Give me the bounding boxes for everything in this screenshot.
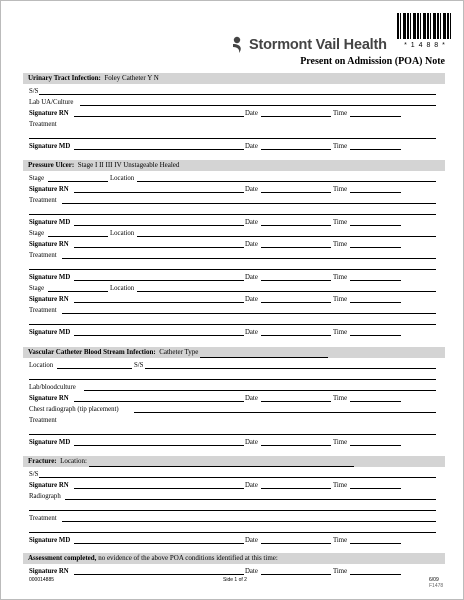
catheter-type-field[interactable]: [200, 351, 328, 358]
location-field[interactable]: [137, 229, 436, 237]
time-label: Time: [333, 395, 348, 402]
treatment-row: [29, 416, 438, 426]
chest-radiograph-row: [29, 405, 438, 415]
time-label: Time: [333, 568, 348, 575]
ss-field[interactable]: [39, 87, 436, 95]
treatment-label: Treatment: [29, 307, 57, 314]
section-header-fracture: [23, 456, 445, 467]
location-label: Location: [110, 230, 135, 237]
time-label: Time: [333, 186, 348, 193]
stage-label: Stage: [29, 175, 45, 182]
treatment-row: [29, 251, 438, 261]
stage-location-row: [29, 229, 438, 239]
signature-rn-row: [29, 481, 438, 491]
signature-rn-row: [29, 185, 438, 195]
brand-name: Stormont Vail Health: [249, 37, 387, 53]
location-label: Location:: [60, 457, 87, 465]
stormont-vail-logo-icon: [231, 36, 245, 54]
signature-rn-label: Signature RN: [29, 568, 69, 575]
radiograph-row: [29, 492, 438, 502]
date-field[interactable]: [261, 328, 331, 336]
treatment-field[interactable]: [62, 251, 436, 259]
time-label: Time: [333, 219, 348, 226]
signature-rn-row: [29, 109, 438, 119]
treatment-line-row: [29, 525, 438, 535]
date-label: Date: [245, 143, 258, 150]
section-header-uti: [23, 73, 445, 84]
time-label: Time: [333, 274, 348, 281]
signature-md-row: [29, 273, 438, 283]
section-title: Vascular Catheter Blood Stream Infection:: [28, 348, 156, 356]
date-field[interactable]: [261, 295, 331, 303]
date-label: Date: [245, 482, 258, 489]
date-label: Date: [245, 568, 258, 575]
treatment-line-row: [29, 131, 438, 141]
section-title: Urinary Tract Infection:: [28, 74, 101, 82]
signature-rn-row: [29, 567, 438, 577]
stage-label: Stage: [29, 285, 45, 292]
treatment-label: Treatment: [29, 417, 57, 424]
signature-md-label: Signature MD: [29, 219, 71, 226]
date-field[interactable]: [261, 109, 331, 117]
signature-md-field[interactable]: [74, 142, 244, 150]
treatment-label: Treatment: [29, 252, 57, 259]
time-label: Time: [333, 241, 348, 248]
time-label: Time: [333, 439, 348, 446]
chest-radiograph-label: Chest radiograph (tip placement): [29, 406, 119, 413]
treatment-row: [29, 120, 438, 130]
date-label: Date: [245, 219, 258, 226]
lab-ua-label: Lab UA/Culture: [29, 99, 74, 106]
signature-md-label: Signature MD: [29, 537, 71, 544]
assessment-text: no evidence of the above POA conditions identified at this time:: [98, 554, 278, 562]
ss-label: S/S: [29, 88, 39, 95]
signature-md-row: [29, 142, 438, 152]
foley-catheter-options[interactable]: Foley Catheter Y N: [104, 74, 159, 82]
signature-rn-row: [29, 394, 438, 404]
treatment-line-row: [29, 262, 438, 272]
lab-ua-field[interactable]: [80, 98, 436, 106]
section-title: Fracture:: [28, 457, 57, 465]
notes-field[interactable]: [29, 503, 436, 511]
signature-md-label: Signature MD: [29, 439, 71, 446]
ss-row: [29, 470, 438, 480]
treatment-field[interactable]: [29, 317, 436, 325]
blank-line-row: [29, 503, 438, 513]
signature-rn-field[interactable]: [74, 109, 244, 117]
treatment-label: Treatment: [29, 515, 57, 522]
barcode: [397, 13, 453, 39]
signature-md-field[interactable]: [74, 218, 244, 226]
signature-md-row: [29, 218, 438, 228]
page-number: Side 1 of 2: [223, 577, 247, 583]
date-label: Date: [245, 296, 258, 303]
section-title: Pressure Ulcer:: [28, 161, 75, 169]
treatment-row: [29, 196, 438, 206]
location-ss-row: [29, 361, 438, 371]
barcode-number: * 1 4 8 8 *: [404, 42, 446, 49]
date-field[interactable]: [261, 567, 331, 575]
date-label: Date: [245, 329, 258, 336]
time-field[interactable]: [350, 438, 401, 446]
signature-rn-row: [29, 295, 438, 305]
time-field[interactable]: [350, 185, 401, 193]
lab-bloodculture-row: [29, 383, 438, 393]
section-title: Assessment completed,: [28, 554, 97, 562]
time-label: Time: [333, 537, 348, 544]
catheter-type-label: Catheter Type: [159, 348, 199, 356]
brand-logo: [231, 36, 387, 54]
revision-date: 6/09: [429, 577, 439, 583]
ss-row: [29, 87, 438, 97]
signature-rn-label: Signature RN: [29, 110, 69, 117]
document-title: Present on Admission (POA) Note: [300, 56, 445, 67]
stage-field[interactable]: [48, 284, 108, 292]
time-label: Time: [333, 296, 348, 303]
treatment-label: Treatment: [29, 121, 57, 128]
time-field[interactable]: [350, 328, 401, 336]
fracture-location-field[interactable]: [89, 460, 354, 467]
date-label: Date: [245, 241, 258, 248]
time-field[interactable]: [350, 142, 401, 150]
signature-md-row: [29, 536, 438, 546]
treatment-row: [29, 514, 438, 524]
treatment-field[interactable]: [62, 514, 436, 522]
section-header-assessment: [23, 553, 445, 564]
treatment-field[interactable]: [62, 196, 436, 204]
ss-field[interactable]: [39, 470, 436, 478]
stage-field[interactable]: [48, 229, 108, 237]
signature-md-field[interactable]: [74, 536, 244, 544]
time-label: Time: [333, 143, 348, 150]
date-label: Date: [245, 395, 258, 402]
location-field[interactable]: [137, 284, 436, 292]
signature-md-label: Signature MD: [29, 143, 71, 150]
stage-location-row: [29, 174, 438, 184]
date-field[interactable]: [261, 394, 331, 402]
date-field[interactable]: [261, 273, 331, 281]
stage-label: Stage: [29, 230, 45, 237]
date-field[interactable]: [261, 185, 331, 193]
location-label: Location: [29, 362, 54, 369]
date-field[interactable]: [261, 218, 331, 226]
time-field[interactable]: [350, 240, 401, 248]
treatment-line-row: [29, 317, 438, 327]
date-field[interactable]: [261, 481, 331, 489]
time-field[interactable]: [350, 481, 401, 489]
location-field[interactable]: [57, 361, 132, 369]
signature-rn-label: Signature RN: [29, 186, 69, 193]
treatment-field[interactable]: [29, 262, 436, 270]
time-field[interactable]: [350, 218, 401, 226]
signature-rn-row: [29, 240, 438, 250]
time-field[interactable]: [350, 394, 401, 402]
lab-ua-row: [29, 98, 438, 108]
location-label: Location: [110, 175, 135, 182]
ss-field[interactable]: [145, 361, 436, 369]
time-label: Time: [333, 329, 348, 336]
date-label: Date: [245, 439, 258, 446]
signature-rn-field[interactable]: [74, 240, 244, 248]
date-label: Date: [245, 186, 258, 193]
time-field[interactable]: [350, 109, 401, 117]
time-label: Time: [333, 110, 348, 117]
stage-field[interactable]: [48, 174, 108, 182]
ss-label: S/S: [134, 362, 144, 369]
treatment-row: [29, 306, 438, 316]
signature-md-label: Signature MD: [29, 329, 71, 336]
signature-rn-label: Signature RN: [29, 241, 69, 248]
signature-md-field[interactable]: [74, 328, 244, 336]
treatment-line-row: [29, 207, 438, 217]
date-label: Date: [245, 110, 258, 117]
signature-rn-field[interactable]: [74, 295, 244, 303]
treatment-field[interactable]: [29, 427, 436, 435]
chest-radiograph-field[interactable]: [134, 405, 436, 413]
signature-md-row: [29, 438, 438, 448]
time-field[interactable]: [350, 295, 401, 303]
treatment-field[interactable]: [29, 131, 436, 139]
blank-line-row: [29, 372, 438, 382]
signature-rn-field[interactable]: [74, 394, 244, 402]
notes-field[interactable]: [29, 372, 436, 380]
signature-rn-field[interactable]: [74, 567, 244, 575]
radiograph-field[interactable]: [65, 492, 436, 500]
treatment-field[interactable]: [62, 306, 436, 314]
treatment-line-row: [29, 427, 438, 437]
signature-md-field[interactable]: [74, 438, 244, 446]
stage-options[interactable]: Stage I II III IV Unstageable Healed: [77, 161, 180, 169]
stage-location-row: [29, 284, 438, 294]
section-header-pressure-ulcer: [23, 160, 445, 171]
radiograph-label: Radiograph: [29, 493, 61, 500]
treatment-field[interactable]: [29, 207, 436, 215]
date-field[interactable]: [261, 438, 331, 446]
signature-rn-field[interactable]: [74, 185, 244, 193]
signature-rn-label: Signature RN: [29, 296, 69, 303]
signature-md-field[interactable]: [74, 273, 244, 281]
ss-label: S/S: [29, 471, 39, 478]
time-field[interactable]: [350, 567, 401, 575]
time-field[interactable]: [350, 273, 401, 281]
signature-md-row: [29, 328, 438, 338]
location-label: Location: [110, 285, 135, 292]
form-code: 000014885: [29, 577, 55, 583]
treatment-field[interactable]: [29, 525, 436, 533]
date-label: Date: [245, 274, 258, 281]
signature-rn-label: Signature RN: [29, 395, 69, 402]
time-field[interactable]: [350, 536, 401, 544]
signature-md-label: Signature MD: [29, 274, 71, 281]
section-header-vascular-catheter: [23, 347, 445, 358]
form-number: F1478: [429, 583, 444, 589]
date-field[interactable]: [261, 142, 331, 150]
lab-bloodculture-field[interactable]: [84, 383, 436, 391]
lab-bloodculture-label: Lab/bloodculture: [29, 384, 76, 391]
date-field[interactable]: [261, 536, 331, 544]
date-field[interactable]: [261, 240, 331, 248]
treatment-label: Treatment: [29, 197, 57, 204]
location-field[interactable]: [137, 174, 436, 182]
signature-rn-label: Signature RN: [29, 482, 69, 489]
signature-rn-field[interactable]: [74, 481, 244, 489]
date-label: Date: [245, 537, 258, 544]
time-label: Time: [333, 482, 348, 489]
